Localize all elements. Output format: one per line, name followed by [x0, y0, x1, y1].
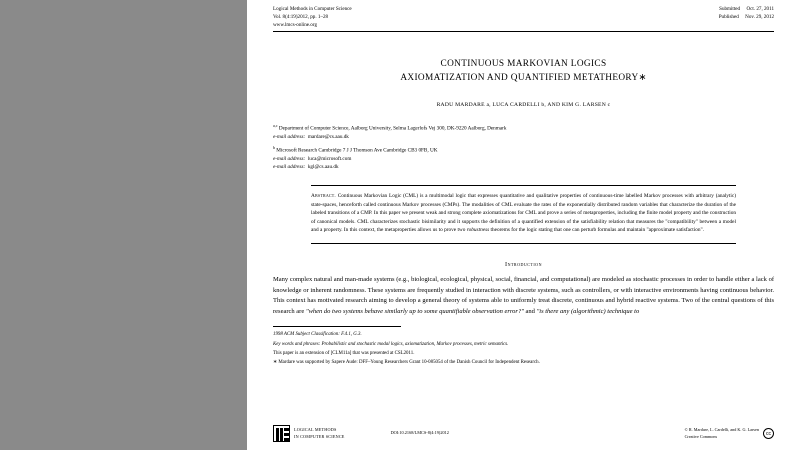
paper-page: [247, 0, 800, 450]
title-block: [273, 58, 774, 85]
submitted-date: Oct. 27, 2011: [746, 6, 774, 12]
affiliation-marker: a,c: [273, 123, 278, 129]
affiliation-email-line: [273, 163, 774, 171]
abstract-body-2: theorems for the logic stating that one can perturb formulas and maintain "approximate satisfaction".: [489, 227, 705, 234]
footnote-divider: [273, 326, 401, 327]
author-list: RADU MARDARE a, LUCA CARDELLI b, AND KIM G. LARSEN c: [436, 102, 611, 109]
abstract-italic: robustness: [466, 227, 490, 234]
affiliation-item: [273, 123, 774, 141]
body-paragraph: [273, 275, 774, 317]
logo-line-1: LOGICAL METHODS: [294, 426, 337, 432]
section-heading: Introduction: [505, 261, 542, 269]
footnote-item: ∗ Mardare was supported by Sapere Aude: DFF–Young Researchers Grant 10-085054 of the Danish Council for Independent Research.: [273, 360, 540, 366]
journal-info: [273, 6, 549, 29]
paragraph-part-a: Many complex natural and man-made systems (e.g., biological, ecological, physical, social, financial, and computational) are modeled as stochastic processes in order to handle either a lack of knowledge or inherent randomness. These systems are frequently studied in interaction with discrete systems, such as controllers, or with interactive environments having continuous behavior. This context has motivated research aiming to develop a general theory of systems able to uniformly treat discrete, continuous and hybrid reactive systems. Two of the central questions of this research are: [273, 276, 774, 315]
lmcs-logo-text: [294, 427, 345, 440]
published-date: Nov. 29, 2012: [745, 13, 774, 20]
license-text: [685, 427, 759, 440]
header-divider: [273, 31, 774, 32]
footnote-item: Key words and phrases: Probabilistic and stochastic modal logics, axiomatization, Markov processes, metric semantics.: [273, 341, 509, 347]
abstract-text: [311, 192, 736, 239]
lmcs-logo-icon: [273, 425, 290, 442]
running-head: [273, 4, 774, 29]
submitted-line: [719, 6, 774, 14]
affiliations: [273, 123, 774, 171]
footnote-item: 1998 ACM Subject Classification: F.4.1, G.3.: [273, 332, 362, 338]
affiliation-email-line: [273, 155, 774, 163]
creative-commons-icon: [763, 428, 774, 439]
license-block: [685, 427, 774, 440]
journal-name: Logical Methods in Computer Science: [273, 6, 352, 12]
email-value[interactable]: luca@microsoft.com: [307, 156, 352, 163]
submitted-label: Submitted: [719, 6, 741, 12]
submission-info: [719, 6, 774, 21]
copyright-line: © R. Mardare, L. Cardelli, and K. G. Larsen: [684, 427, 759, 432]
affiliation-text: Microsoft Research Cambridge 7 J J Thomson Ave Cambridge CB3 0FB, UK: [276, 147, 438, 154]
page-footer: [273, 425, 774, 442]
quote-1: "when do two systems behave similarly up to some quantifiable observation error?": [305, 307, 524, 315]
published-label: Published: [718, 13, 739, 20]
quote-2: "is there any (algorithmic) technique to: [536, 307, 640, 315]
abstract-body-1: Continuous Markovian Logic (CML) is a multimodal logic that expresses quantitative and qualitative properties of continuous-time labelled Markov processes with arbitrary (analytic) state-spaces, henceforth called continuous Markov processes (CMPs). The modalities of CML evaluate the rates of the exponentially distributed random variables that characterize the duration of the labeled transitions of a CMP. In this paper we present weak and strong complete axiomatizations for CML and prove a series of metaproperties, including the finite model property and the construction of canonical models. CML characterizes stochastic bisimilarity and it supports the definition of a quantified extension of the satisfiability relation that measures the "compatibility" between a model and a property. In this context, the metaproperties allows us to prove two: [311, 193, 736, 234]
affiliation-item: [273, 145, 774, 171]
journal-url[interactable]: www.lmcs-online.org: [273, 21, 317, 28]
paper-title-line2: AXIOMATIZATION AND QUANTIFIED METATHEORY∗: [400, 72, 647, 83]
paper-title-line1: CONTINUOUS MARKOVIAN LOGICS: [440, 59, 607, 70]
footnotes: [273, 331, 774, 367]
license-name: Creative Commons: [684, 433, 718, 439]
title-footnote-marker: ∗: [638, 72, 647, 83]
paragraph-part-b: and: [523, 307, 537, 315]
published-line: [719, 14, 774, 22]
affiliation-text: Department of Computer Science, Aalborg University, Selma Lagerlofs Vej 300, DK-9220 Aalborg, Denmark: [278, 126, 507, 133]
email-label: e-mail address:: [273, 156, 306, 163]
email-value[interactable]: mardare@cs.aau.dk: [307, 134, 349, 141]
journal-volume: Vol. 8(4:19)2012, pp. 1–28: [273, 14, 329, 21]
email-label: e-mail address:: [273, 134, 306, 141]
email-value[interactable]: kgl@cs.aau.dk: [307, 164, 339, 171]
email-label: e-mail address:: [273, 164, 306, 171]
affiliation-marker: b: [273, 145, 275, 151]
logo-line-2: IN COMPUTER SCIENCE: [294, 433, 345, 439]
doi-text[interactable]: DOI:10.2168/LMCS-8(4:19)2012: [390, 430, 449, 436]
abstract-block: [311, 185, 736, 239]
affiliation-email-line: [273, 133, 774, 141]
footnote-item: This paper is an extension of [CLM11a] that was presented at CSL2011.: [273, 351, 415, 357]
abstract-label: Abstract.: [311, 193, 336, 200]
